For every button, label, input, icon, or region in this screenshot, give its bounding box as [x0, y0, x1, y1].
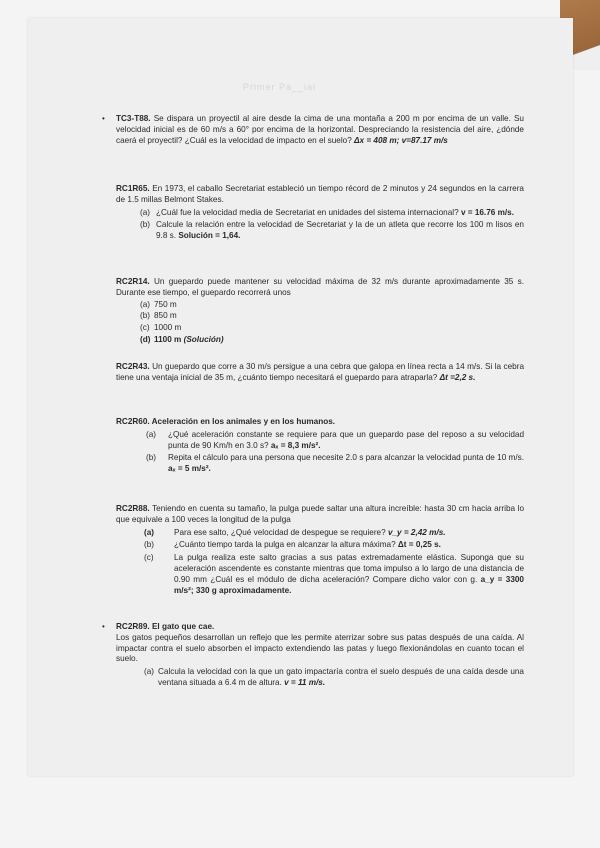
subitem-a: (a) ¿Qué aceleración constante se requiere para que un guepardo pase del reposo a su velocidad punta de 90 Km/h en 3.0 s? aₓ = 8,3 m/s².	[146, 429, 524, 450]
problem-text: TC3-T88. Se dispara un proyectil al aire desde la cima de una montaña a 200 m por encima de un valle. Su velocidad inicial es de 60 m/s a 60° por encima de la horizontal. Despreciando la resistencia del aire, ¿dónde caerá el proyectil? ¿Cuál es la velocidad de impacto en el suelo? Δx = 408 m; v=87.17 m/s	[116, 114, 524, 145]
problem-text: Los gatos pequeños desarrollan un reflejo que les permite aterrizar sobre sus patas después de una caída. Al impactar contra el suelo absorben el impacto extendiendo las patas y luego flexionándolas en cuanto tocan el suelo.	[116, 632, 524, 664]
problem-text: RC2R14. Un guepardo puede mantener su velocidad máxima de 32 m/s durante aproximadamente 35 s. Durante ese tiempo, el guepardo recorrerá unos	[116, 277, 524, 297]
faint-heading: Primer Pa__ial	[243, 82, 317, 92]
problem-text: RC1R65. En 1973, el caballo Secretariat estableció un tiempo récord de 2 minutos y 24 segundos en la carrera de 1.5 millas Belmont Stakes.	[116, 184, 524, 204]
problem-heading: RC2R60. Aceleración en los animales y en los humanos.	[116, 417, 336, 426]
bullet-dot: •	[102, 622, 105, 631]
problem-text: RC2R88. Teniendo en cuenta su tamaño, la pulga puede saltar una altura increíble: hasta 30 cm hacia arriba lo que equivale a 100 veces la longitud de la pulga	[116, 504, 524, 524]
subitem-a: (a) Calcula la velocidad con la que un gato impactaría contra el suelo después de una caída desde una ventana situada a 6.4 m de altura. v = 11 m/s.	[144, 667, 524, 687]
subitem-b: (b) Repita el cálculo para una persona que necesite 2.0 s para alcanzar la velocidad punta de 10 m/s. aₓ = 5 m/s².	[146, 453, 524, 474]
subitem-a: (a) ¿Cuál fue la velocidad media de Secretariat en unidades del sistema internacional? v = 16.76 m/s.	[140, 207, 514, 217]
subitem-b: (b) ¿Cuánto tiempo tarda la pulga en alcanzar la altura máxima? Δt = 0,25 s.	[144, 540, 441, 550]
problem-heading: RC2R89. El gato que cae.	[116, 622, 215, 631]
subitem-a: (a) Para ese salto, ¿Qué velocidad de despegue se requiere? v_y = 2,42 m/s.	[144, 527, 446, 537]
option-a: (a) 750 m	[140, 299, 177, 309]
problem-rc2r43	[116, 362, 524, 384]
paper-sheet	[28, 18, 573, 776]
option-b: (b) 850 m	[140, 311, 177, 321]
problem-tc3-t88	[102, 114, 524, 146]
problem-rc1r65	[116, 184, 524, 242]
option-d: (d) 1100 m (Solución)	[140, 334, 224, 344]
problem-rc2r88	[116, 504, 524, 596]
problem-rc2r14	[116, 277, 524, 346]
problem-rc2r89	[102, 622, 524, 689]
subitem-b: (b) Calcule la relación entre la velocidad de Secretariat y la de un atleta que recorre los 100 m lisos en 9.8 s. Solución = 1,64.	[140, 220, 524, 241]
bullet-dot: •	[102, 114, 105, 123]
option-c: (c) 1000 m	[140, 323, 182, 333]
problem-text: RC2R43. Un guepardo que corre a 30 m/s persigue a una cebra que galopa en línea recta a 14 m/s. Si la cebra tiene una ventaja inicial de 35 m, ¿cuánto tiempo necesitará el guepardo para atraparla? Δt =2,2 s.	[116, 362, 524, 382]
subitem-c: (c) La pulga realiza este salto gracias a sus patas extremadamente elástica. Suponga que su aceleración ascendente es constante mientras que toma impulso a lo largo de una distancia de 0.90 mm ¿Cuál es el módulo de dicha aceleración? Compare dicho valor con g. a_y = 3300 m/s²; 330 g aproximadamente.	[144, 553, 524, 595]
problem-rc2r60	[116, 417, 524, 475]
